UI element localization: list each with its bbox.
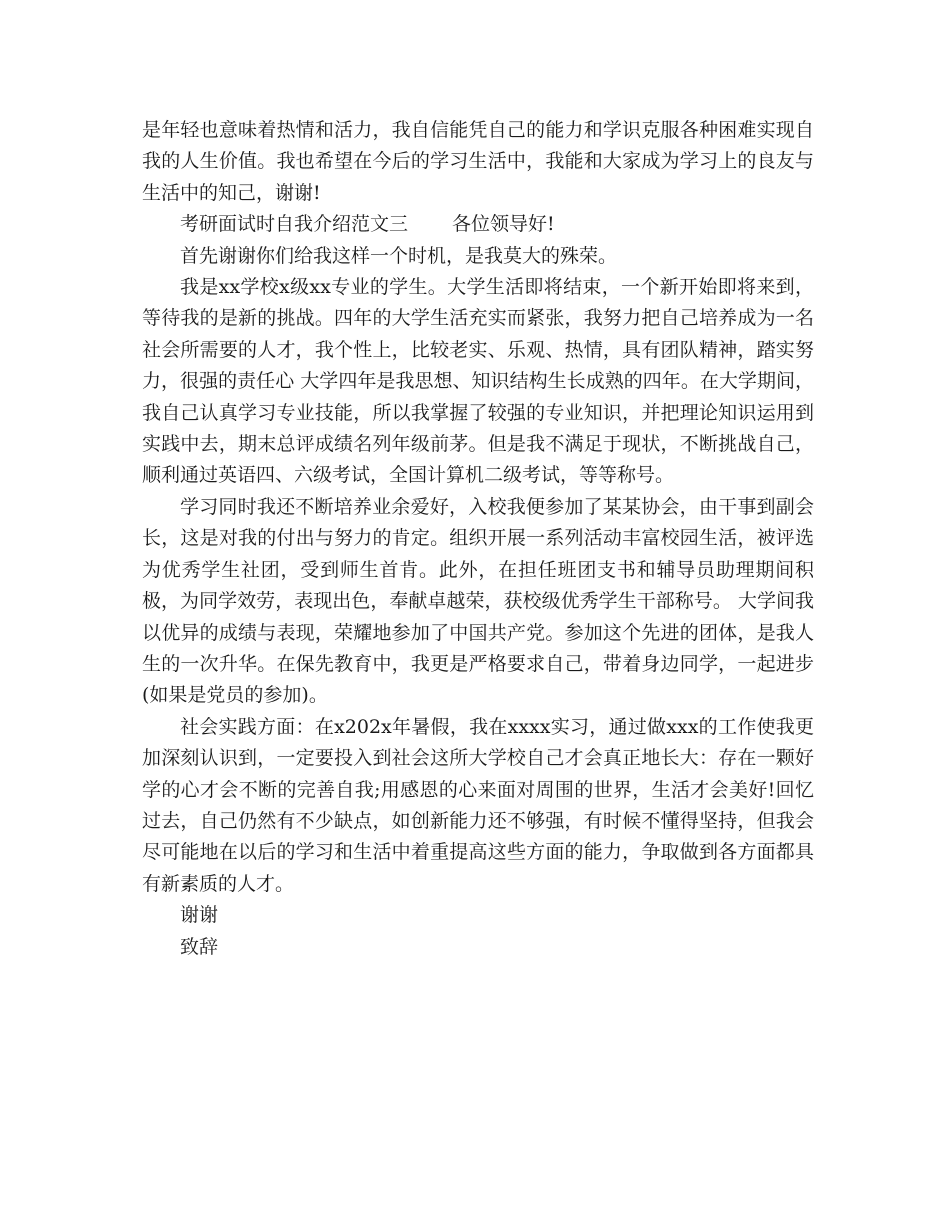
paragraph-social-practice: 社会实践方面：在x202x年暑假，我在xxxx实习，通过做xxx的工作使我更加深刻认识到，一定要投入到社会这所大学校自己才会真正地长大：存在一颗好学的心才会不断的完善自我;用感恩的心来面对周围的世界，生活才会美好!回忆过去，自己仍然有不少缺点，如创新能力还不够强，有时候不懂得坚持，但我会尽可能地在以后的学习和生活中着重提高这些方面的能力，争取做到各方面都具有新素质的人才。: [142, 715, 814, 895]
thanks-line: 谢谢: [180, 904, 219, 927]
paragraph-background: 我是xx学校x级xx专业的学生。大学生活即将结束，一个新开始即将来到，等待我的是新的挑战。四年的大学生活充实而紧张，我努力把自己培养成为一名社会所需要的人才，我个性上，比较老实、乐观、热情，具有团队精神，踏实努力，很强的责任心 大学四年是我思想、知识结构生长成熟的四年。在大学期间，我自己认真学习专业技能，所以我掌握了较强的专业知识，并把理论知识运用到实践中去，期末总评成绩名列年级前茅。但是我不满足于现状，不断挑战自己，顺利通过英语四、六级考试，全国计算机二级考试，等等称号。: [142, 276, 814, 487]
paragraph-extracurricular: 学习同时我还不断培养业余爱好，入校我便参加了某某协会，由干事到副会长，这是对我的付出与努力的肯定。组织开展一系列活动丰富校园生活，被评选为优秀学生社团，受到师生首肯。此外，在担任班团支书和辅导员助理期间积极，为同学效劳，表现出色，奉献卓越荣，获校级优秀学生干部称号。 大学间我以优异的成绩与表现，荣耀地参加了中国共产党。参加这个先进的团体，是我人生的一次升华。在保先教育中，我更是严格要求自己，带着身边同学，一起进步(如果是党员的参加)。: [142, 495, 814, 707]
greeting: 各位领导好!: [452, 213, 555, 236]
section-heading-line: [142, 209, 814, 240]
section-title: 考研面试时自我介绍范文三: [180, 213, 409, 236]
closing-line: 致辞: [180, 935, 219, 958]
document-body: [142, 115, 814, 963]
paragraph-thanks-opportunity: 首先谢谢你们给我这样一个时机，是我莫大的殊荣。: [180, 244, 618, 267]
paragraph-continuation: 是年轻也意味着热情和活力，我自信能凭自己的能力和学识克服各种困难实现自我的人生价值。我也希望在今后的学习生活中，我能和大家成为学习上的良友与生活中的知己，谢谢!: [142, 119, 814, 204]
